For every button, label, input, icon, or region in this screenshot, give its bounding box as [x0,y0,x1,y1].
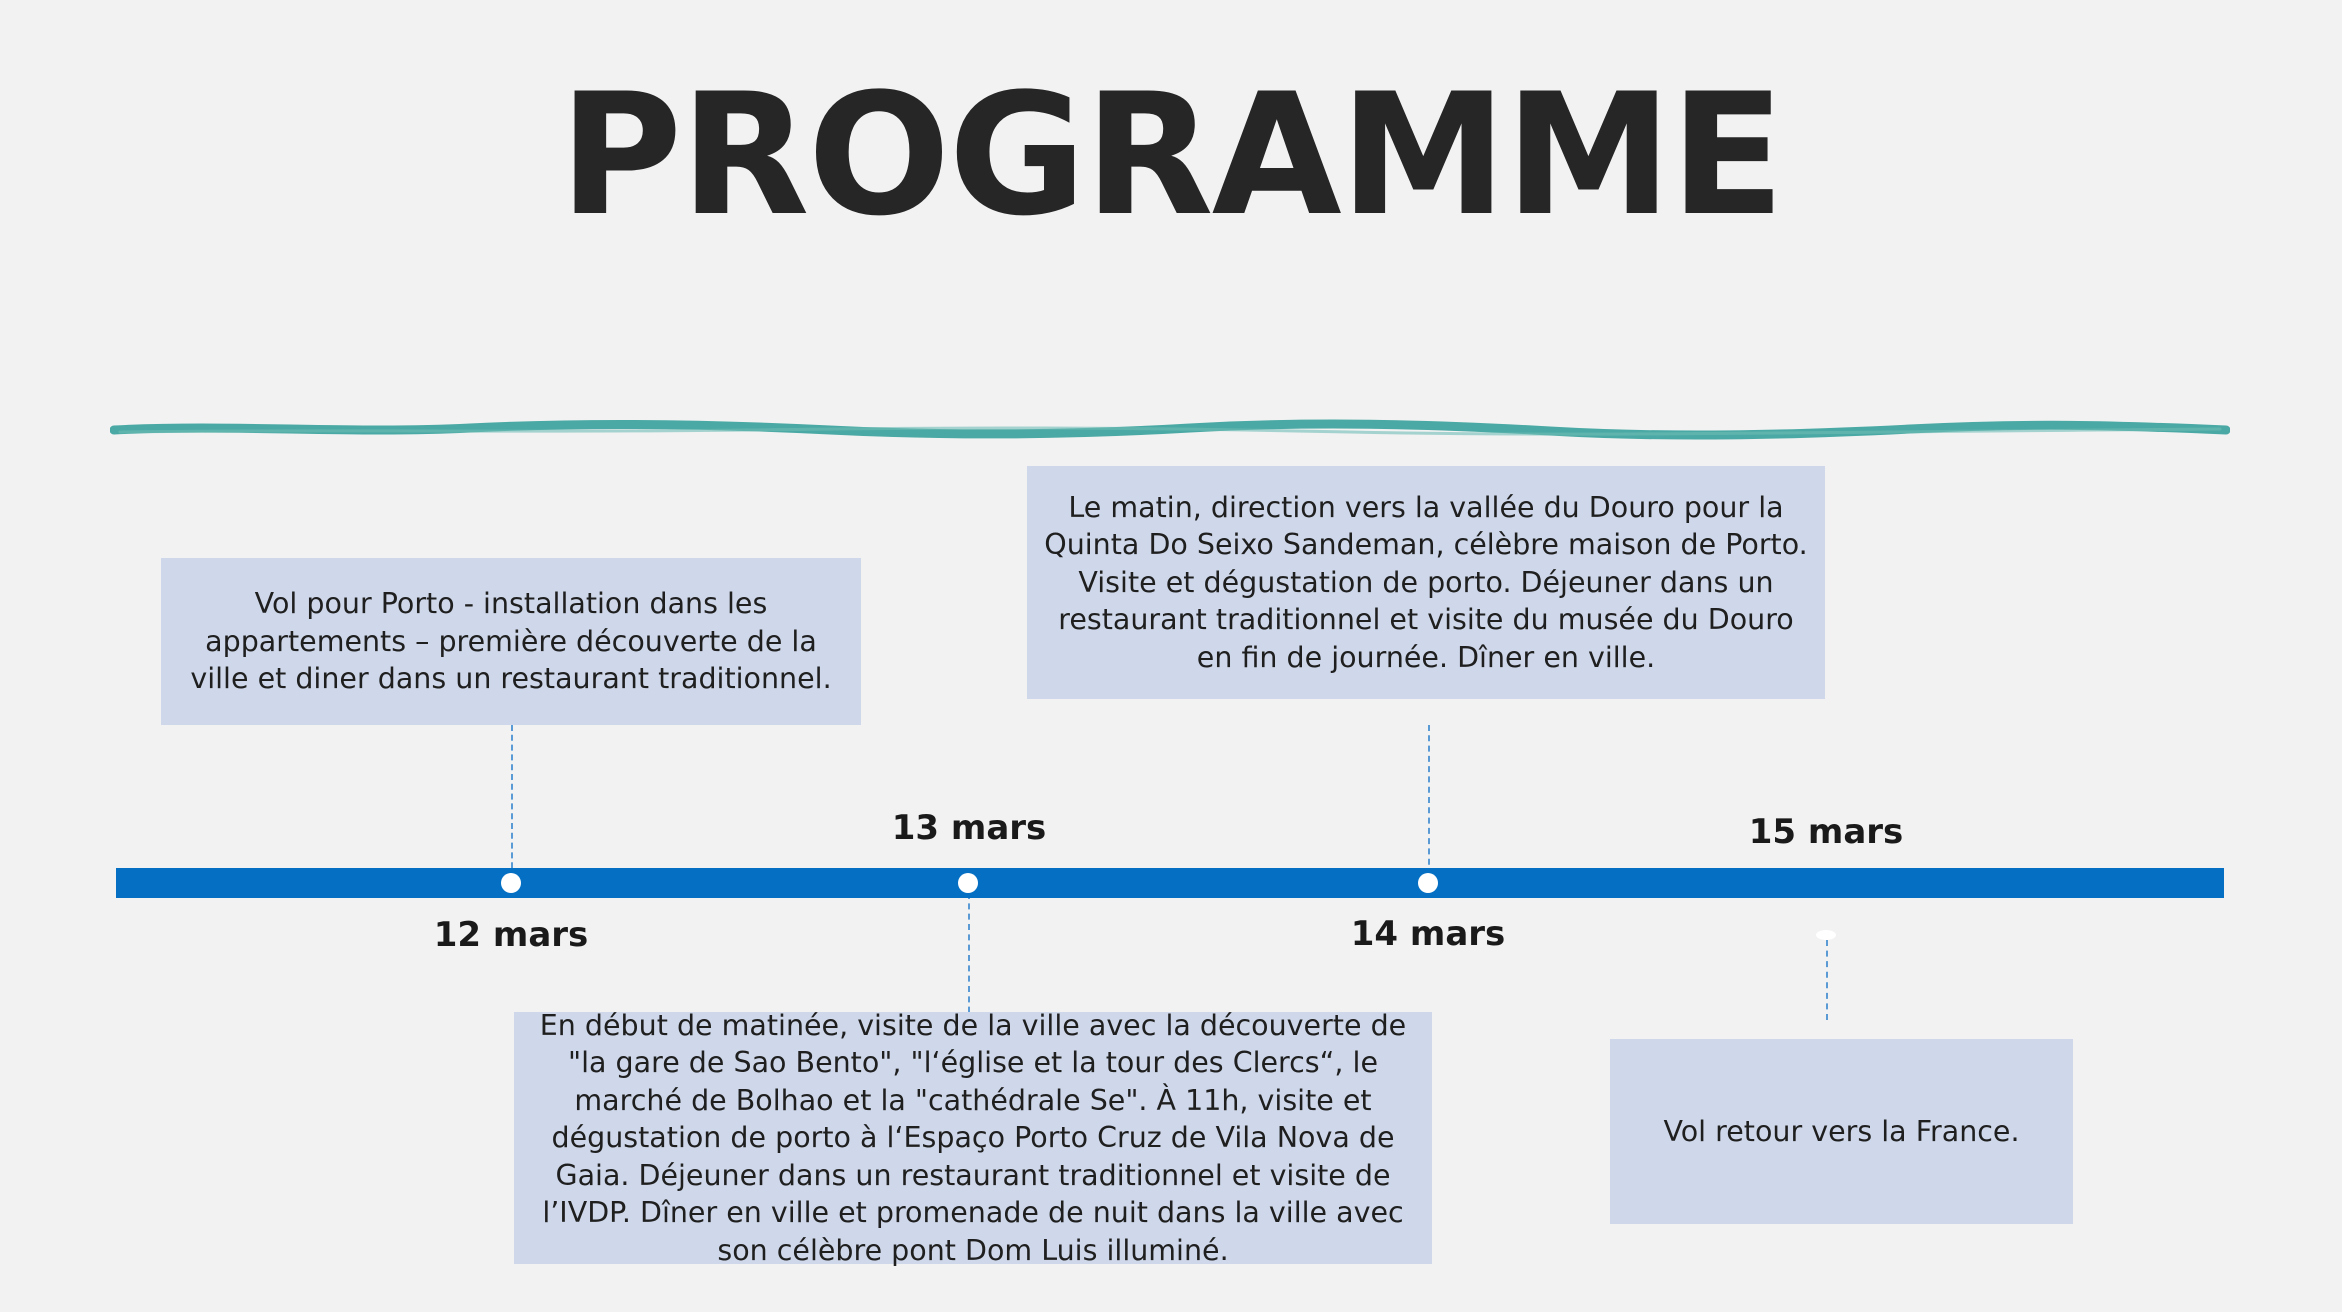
event-box-13-mars [514,1008,1432,1267]
page-title: PROGRAMME [559,57,1783,253]
date-label-13-mars: 13 mars [891,808,1047,848]
timeline-marker-14-mars [1418,873,1438,893]
event-text-14-mars: Le matin, direction vers la vallée du Douro pour la Quinta Do Seixo Sandeman, célèbre maison de Porto. Visite et dégustation de porto. Déjeuner dans un restaurant traditionnel et visite du musée du Douro en fin de journée. Dîner en ville. [1044,490,1808,674]
timeline-marker-12-mars [501,873,521,893]
event-text-15-mars: Vol retour vers la France. [1663,1114,2020,1148]
date-label-14-mars: 14 mars [1350,914,1506,954]
event-box-14-mars [1027,466,1825,699]
event-box-15-mars [1610,1039,2073,1224]
timeline-bar [116,868,2224,898]
date-label-15-mars: 15 mars [1748,812,1904,852]
decorative-wave-line [110,410,2230,450]
timeline-marker-15-mars [1816,930,1836,940]
event-text-12-mars: Vol pour Porto - installation dans les appartements – première découverte de la ville et diner dans un restaurant traditionnel. [190,587,832,696]
connector-13-mars [968,893,970,1023]
connector-14-mars [1428,725,1430,875]
event-text-13-mars: En début de matinée, visite de la ville avec la découverte de "la gare de Sao Bento", "l‘église et la tour des Clercs“, le marché de Bolhao et la "cathédrale Se". À 11h, visite et dégustation de porto à l‘Espaço Porto Cruz de Vila Nova de Gaia. Déjeuner dans un restaurant traditionnel et visite de l’IVDP. Dîner en ville et promenade de nuit dans la ville avec son célèbre pont Dom Luis illuminé. [539,1008,1407,1267]
event-box-12-mars [161,558,861,725]
connector-15-mars [1826,940,1828,1020]
connector-12-mars [511,725,513,878]
timeline-marker-13-mars [958,873,978,893]
date-label-12-mars: 12 mars [433,915,589,955]
